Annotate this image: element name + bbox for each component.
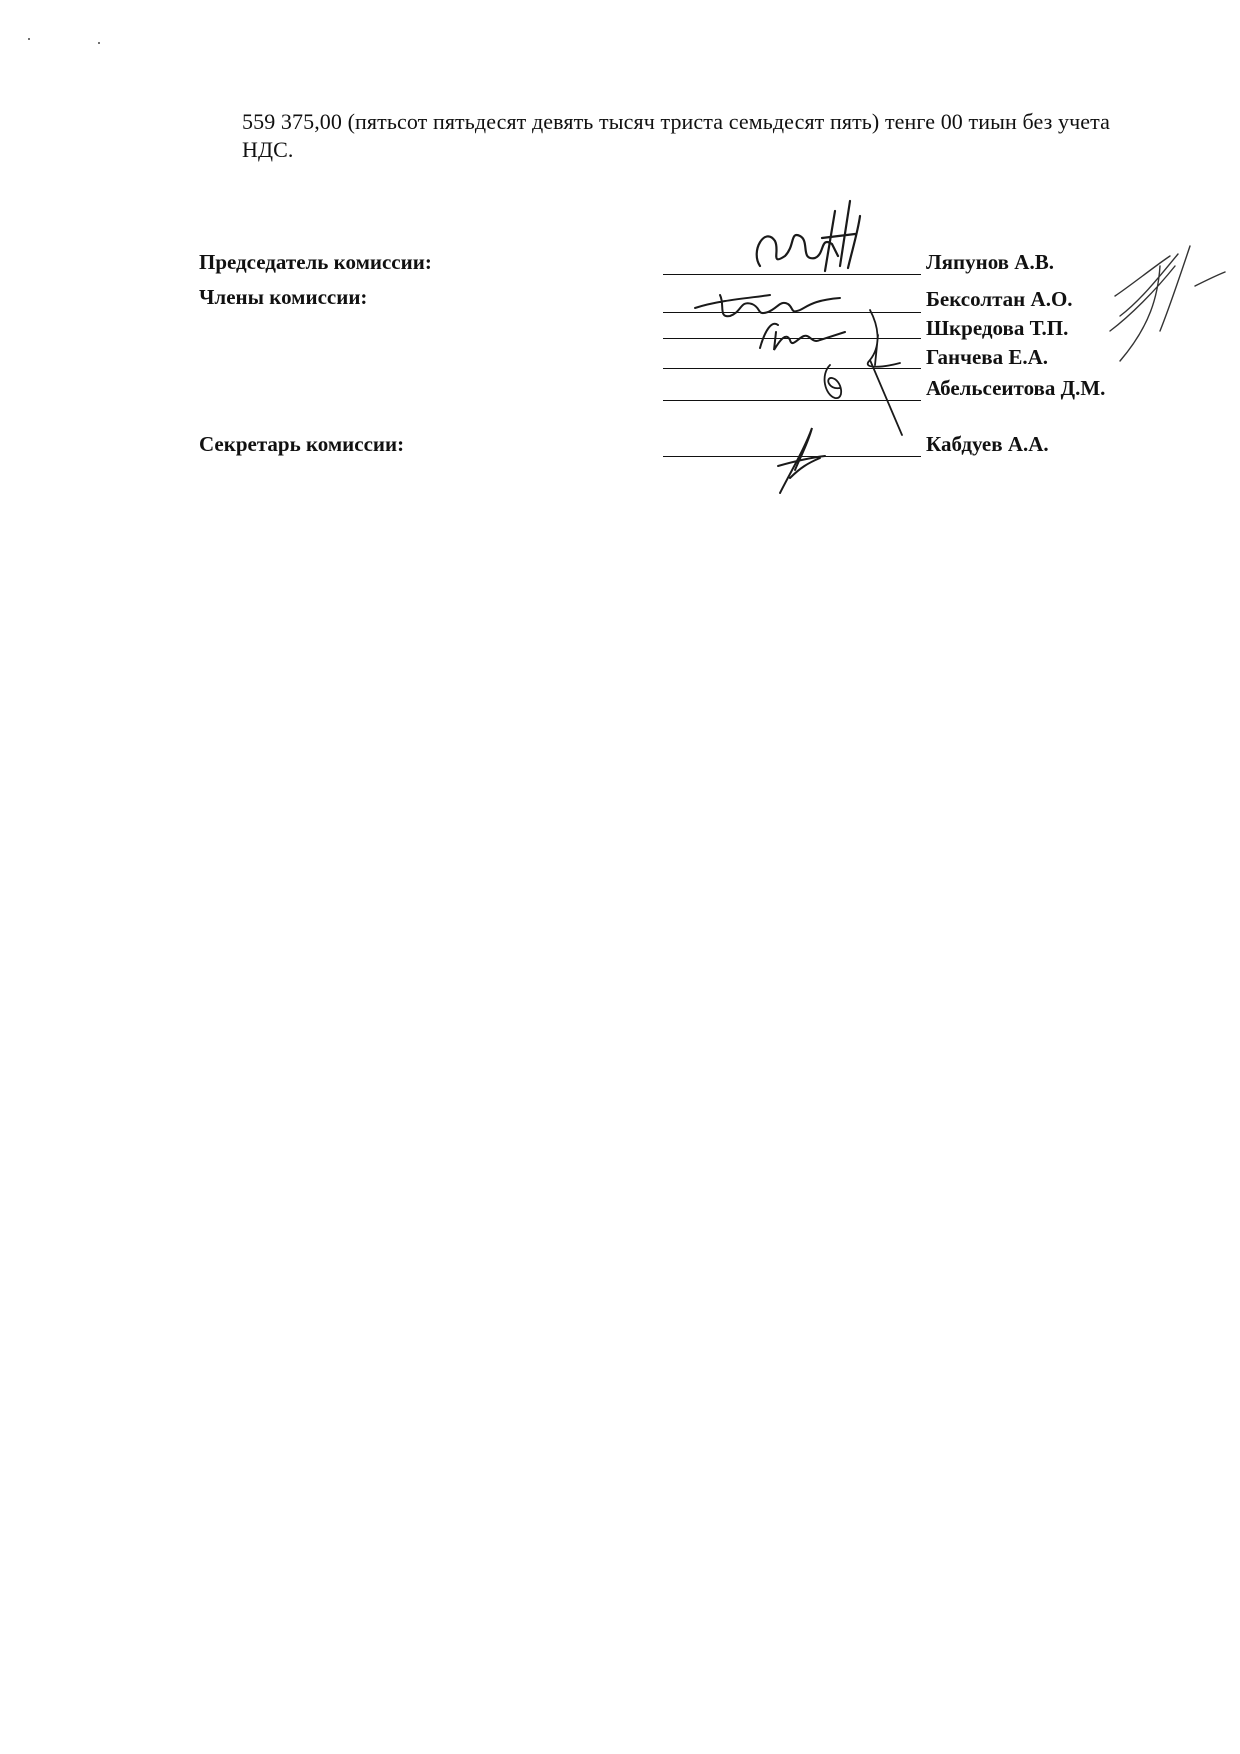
members-label: Члены комиссии: — [199, 285, 368, 309]
amount-paragraph: 559 375,00 (пятьсот пятьдесят девять тысяч триста семьдесят пять) тенге 00 тиын без учета НДС. — [242, 109, 1110, 162]
signature-secretary — [750, 418, 840, 498]
scan-speck — [28, 38, 30, 40]
member-name-1: Бексолтан А.О. — [926, 287, 1073, 311]
signature-chairman — [740, 196, 900, 286]
signature-member-4 — [810, 360, 870, 410]
member-name-4: Абельсеитова Д.М. — [926, 376, 1106, 400]
chairman-label: Председатель комиссии: — [199, 250, 432, 274]
scan-speck — [98, 42, 100, 44]
member-name-2: Шкредова Т.П. — [926, 316, 1069, 340]
signature-margin — [1100, 236, 1230, 376]
member-name-3: Ганчева Е.А. — [926, 345, 1049, 369]
secretary-name: Кабдуев А.А. — [926, 432, 1049, 456]
chairman-name: Ляпунов А.В. — [926, 250, 1054, 274]
secretary-label: Секретарь комиссии: — [199, 432, 405, 456]
